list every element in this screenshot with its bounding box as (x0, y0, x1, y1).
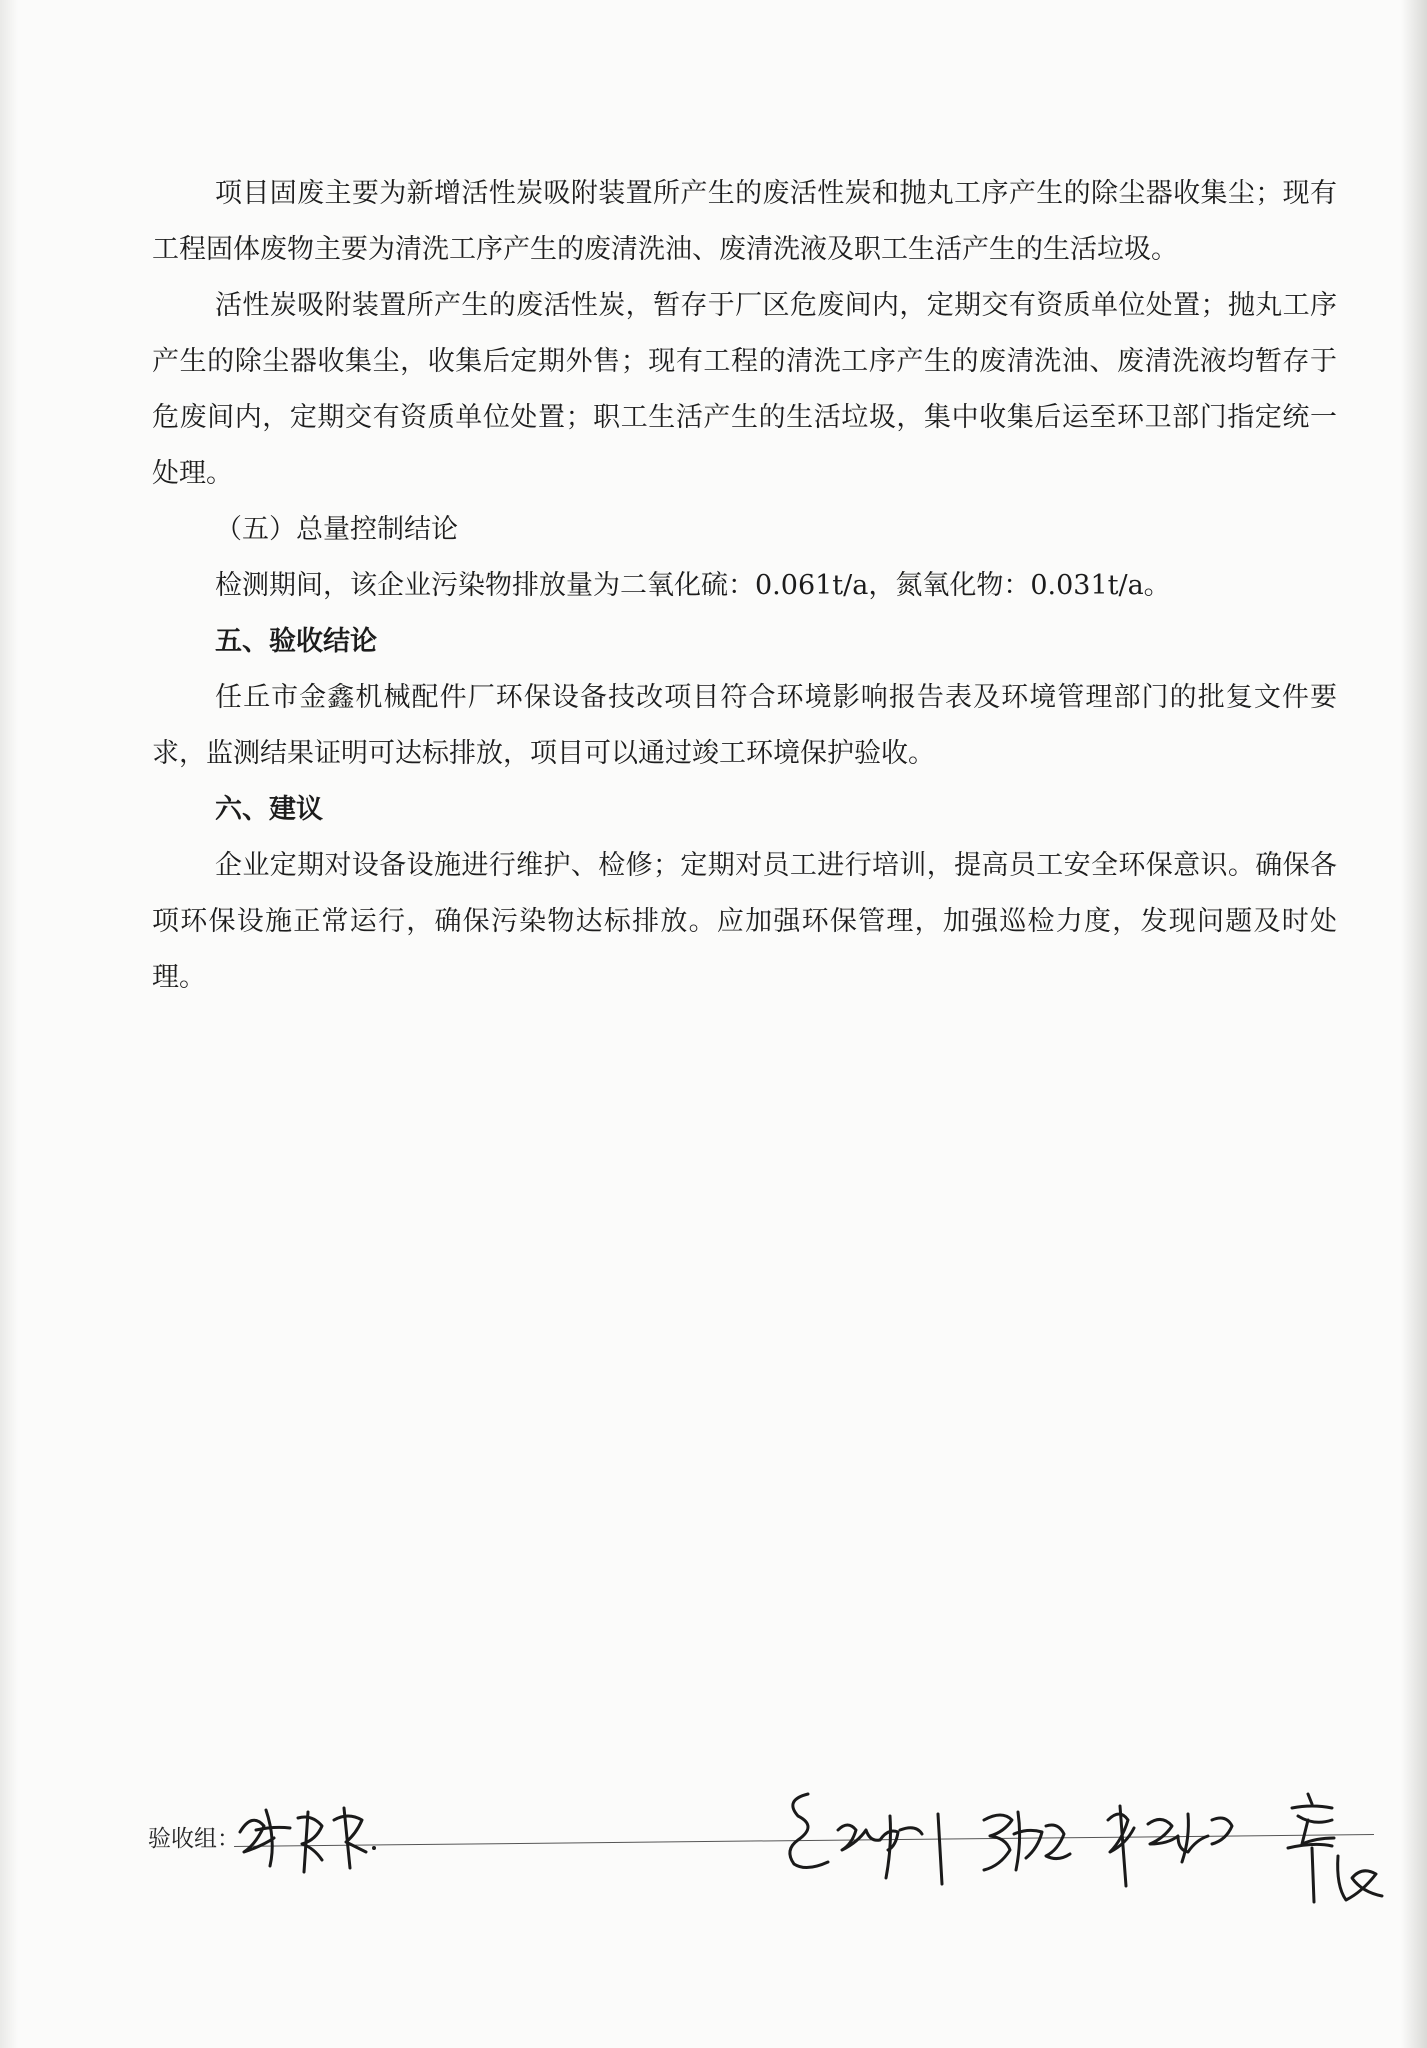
paragraph-emission-amount: 检测期间，该企业污染物排放量为二氧化硫：0.061t/a，氮氧化物：0.031t/a。 (215, 570, 1171, 601)
signature-3 (984, 1812, 1070, 1870)
paragraph-suggestions: 企业定期对设备设施进行维护、检修；定期对员工进行培训，提高员工安全环保意识。确保各项环保设施正常运行，确保污染物达标排放。应加强环保管理，加强巡检力度，发现问题及时处理。 (152, 850, 1337, 993)
subheading-total-control: （五）总量控制结论 (215, 514, 458, 545)
signature-5 (1288, 1794, 1382, 1902)
page-edge-shadow-left (0, 0, 18, 2048)
paragraph-solid-waste: 项目固废主要为新增活性炭吸附装置所产生的废活性炭和抛丸工序产生的除尘器收集尘；现有工程固体废物主要为清洗工序产生的废清洗油、废清洗液及职工生活产生的生活垃圾。 (152, 178, 1337, 265)
handwritten-signatures (148, 1790, 1393, 1930)
signature-4 (1108, 1806, 1232, 1886)
paragraph-acceptance-conclusion: 任丘市金鑫机械配件厂环保设备技改项目符合环境影响报告表及环境管理部门的批复文件要求，监测结果证明可达标排放，项目可以通过竣工环境保护验收。 (152, 682, 1337, 769)
acceptance-group-label: 验收组： (148, 1826, 240, 1852)
signature-area (148, 1790, 1393, 1930)
page-edge-shadow-right (1401, 0, 1427, 2048)
signature-2 (790, 1794, 942, 1884)
heading-suggestions: 六、建议 (215, 794, 323, 825)
document-body (152, 166, 1337, 1006)
heading-acceptance-conclusion: 五、验收结论 (215, 626, 377, 657)
signature-1 (240, 1808, 376, 1872)
paragraph-waste-disposal: 活性炭吸附装置所产生的废活性炭，暂存于厂区危废间内，定期交有资质单位处置；抛丸工序产生的除尘器收集尘，收集后定期外售；现有工程的清洗工序产生的废清洗油、废清洗液均暂存于危废间内，定期交有资质单位处置；职工生活产生的生活垃圾，集中收集后运至环卫部门指定统一处理。 (152, 290, 1337, 489)
